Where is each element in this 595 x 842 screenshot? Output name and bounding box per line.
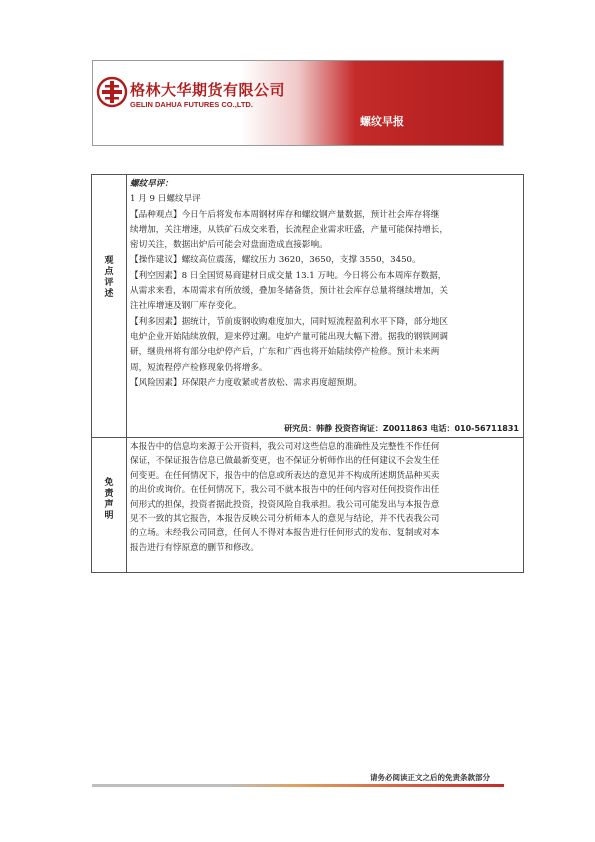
company-name-en: GELIN DAHUA FUTURES CO.,LTD. [130, 100, 253, 109]
footer-divider [92, 784, 504, 787]
company-logo-icon [96, 76, 128, 108]
disclaimer-line: 本报告中的信息均来源于公开资料，我公司对这些信息的准确性及完整性不作任何 [130, 442, 440, 452]
disclaimer-label-cell [92, 438, 127, 572]
review-content [130, 177, 517, 391]
review-line: 周，短流程停产检修现象仍将增多。 [130, 362, 268, 373]
analyst-signature: 研究员：韩静 投资咨询证：Z0011863 电话：010-56711831 [284, 424, 519, 433]
review-label: 观点评述 [104, 256, 114, 299]
disclaimer-line: 保证，不保证报告信息已做最新变更，也不保证分析师作出的任何建议不会发生任 [130, 456, 440, 467]
company-name-cn: 格林大华期货有限公司 [130, 81, 286, 99]
review-line: 1 月 9 日螺纹早评 [130, 194, 201, 205]
review-line: 【利多因素】据统计，节前废钢收购难度加大，同时短流程盈利水平下降，部分地区 [130, 316, 448, 327]
disclaimer-label: 免责声明 [104, 478, 114, 521]
footer-note: 请务必阅读正文之后的免责条款部分 [370, 773, 490, 782]
review-line: 续增加，关注增速，从铁矿石成交来看，长流程企业需求旺盛，产量可能保持增长， [130, 224, 448, 235]
section-title: 螺纹早评： [130, 179, 173, 189]
disclaimer-content [130, 440, 519, 555]
review-section [91, 174, 524, 438]
disclaimer-line: 见不一致的其它报告，本报告反映公司分析师本人的意见与结论，并不代表我公司 [130, 514, 440, 525]
disclaimer-line: 何形式的担保，投资者据此投资，投资风险自我承担。我公司可能发出与本报告意 [130, 499, 440, 510]
disclaimer-section [91, 437, 524, 573]
review-line: 电炉企业开始陆续放假，迎来停过潮。电炉产量可能出现大幅下滑。据我的钢铁网调 [130, 331, 448, 342]
review-line: 密切关注，数据出炉后可能会对盘面造成直接影响。 [130, 240, 328, 251]
review-line: 【操作建议】螺纹高位震荡，螺纹压力 3620，3650，支撑 3550，3450。 [130, 255, 421, 266]
report-title: 螺纹早报 [360, 115, 404, 128]
review-line: 【风险因素】环保限产力度收紧或者放松、需求再度超预期。 [130, 377, 363, 388]
disclaimer-line: 何变更。在任何情况下，报告中的信息或所表达的意见并不构成所述期货品种买卖 [130, 470, 440, 481]
disclaimer-line: 的立场。未经我公司同意，任何人不得对本报告进行任何形式的发布、复制或对本 [130, 528, 440, 539]
disclaimer-line: 报告进行有悖原意的删节和修改。 [130, 542, 259, 553]
review-line: 【品种观点】今日午后将发布本周钢材库存和螺纹钢产量数据，预计社会库存将继 [130, 209, 440, 220]
review-line: 从需求来看，本周需求有所放缓，叠加冬储备货，预计社会库存总量将继续增加，关 [130, 286, 448, 297]
review-line: 研，继贵州将有部分电炉停产后，广东和广西也将开始陆续停产检修。预计未来两 [130, 347, 440, 358]
review-label-cell [92, 175, 127, 437]
disclaimer-line: 的出价或询价。在任何情况下，我公司不就本报告中的任何内容对任何投资作出任 [130, 485, 440, 496]
review-line: 【利空因素】8 日全国贸易商建材日成交量 13.1 万吨。今日将公布本周库存数据， [130, 270, 447, 281]
review-line: 注社库增速及钢厂库存变化。 [130, 301, 242, 312]
